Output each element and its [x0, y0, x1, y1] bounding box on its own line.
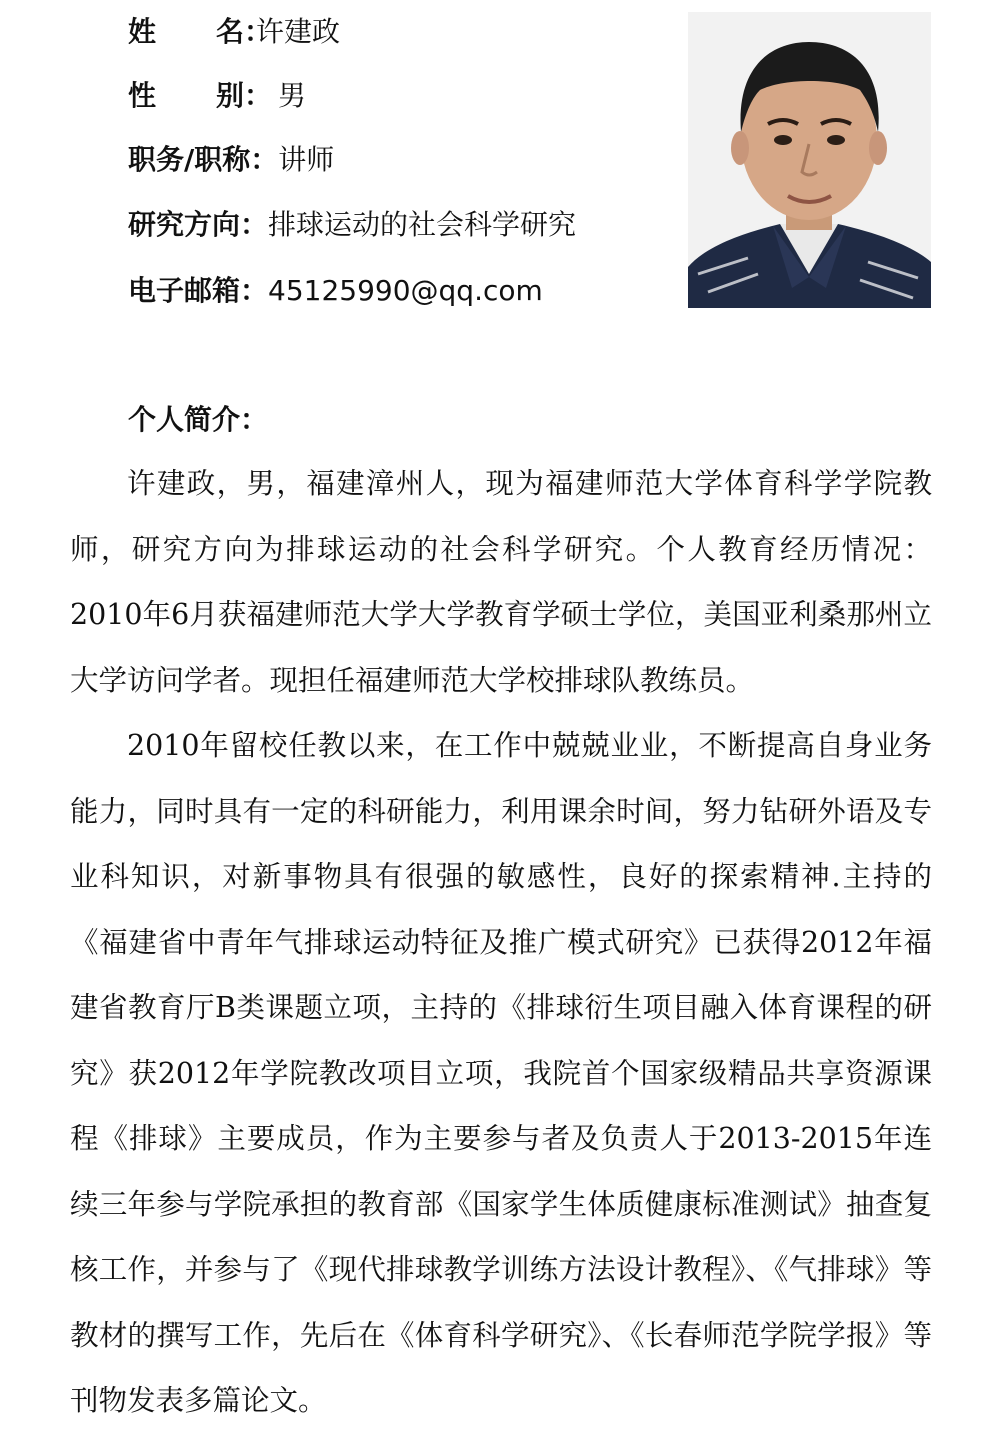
gender-row — [128, 76, 306, 116]
email-label: 电子邮箱： — [128, 274, 269, 307]
gender-value: 男 — [278, 79, 307, 112]
portrait-image — [688, 12, 931, 308]
research-value: 排球运动的社会科学研究 — [268, 208, 577, 241]
title-label: 职务/职称： — [128, 143, 279, 176]
email-value: 45125990@qq.com — [268, 274, 543, 307]
title-row — [128, 140, 334, 180]
gender-label: 性 别： — [128, 79, 273, 112]
title-value: 讲师 — [278, 143, 335, 176]
name-label: 姓 名： — [128, 15, 273, 48]
name-value: 许建政 — [256, 15, 341, 48]
email-row — [128, 271, 543, 311]
profile-photo — [688, 12, 931, 308]
research-row — [128, 205, 576, 245]
bio-paragraph-1: 许建政，男，福建漳州人，现为福建师范大学体育科学学院教师，研究方向为排球运动的社会科学研究。个人教育经历情况：2010年6月获福建师范大学大学教育学硕士学位，美国亚利桑那州立大学访问学者。现担任福建师范大学校排球队教练员。 — [70, 467, 932, 697]
name-row — [128, 12, 340, 52]
bio-heading: 个人简介： — [128, 403, 269, 436]
research-label: 研究方向： — [128, 208, 269, 241]
bio-paragraph-2: 2010年留校任教以来，在工作中兢兢业业，不断提高自身业务能力，同时具有一定的科研能力，利用课余时间，努力钻研外语及专业科知识，对新事物具有很强的敏感性，良好的探索精神.主持的《福建省中青年气排球运动特征及推广模式研究》已获得2012年福建省教育厅B类课题立项，主持的《排球衍生项目融入体育课程的研究》获2012年学院教改项目立项，我院首个国家级精品共享资源课程《排球》主要成员，作为主要参与者及负责人于2013-2015年连续三年参与学院承担的教育部《国家学生体质健康标准测试》抽查复核工作，并参与了《现代排球教学训练方法设计教程》、《气排球》等教材的撰写工作，先后在《体育科学研究》、《长春师范学院学报》等刊物发表多篇论文。 — [70, 729, 932, 1417]
